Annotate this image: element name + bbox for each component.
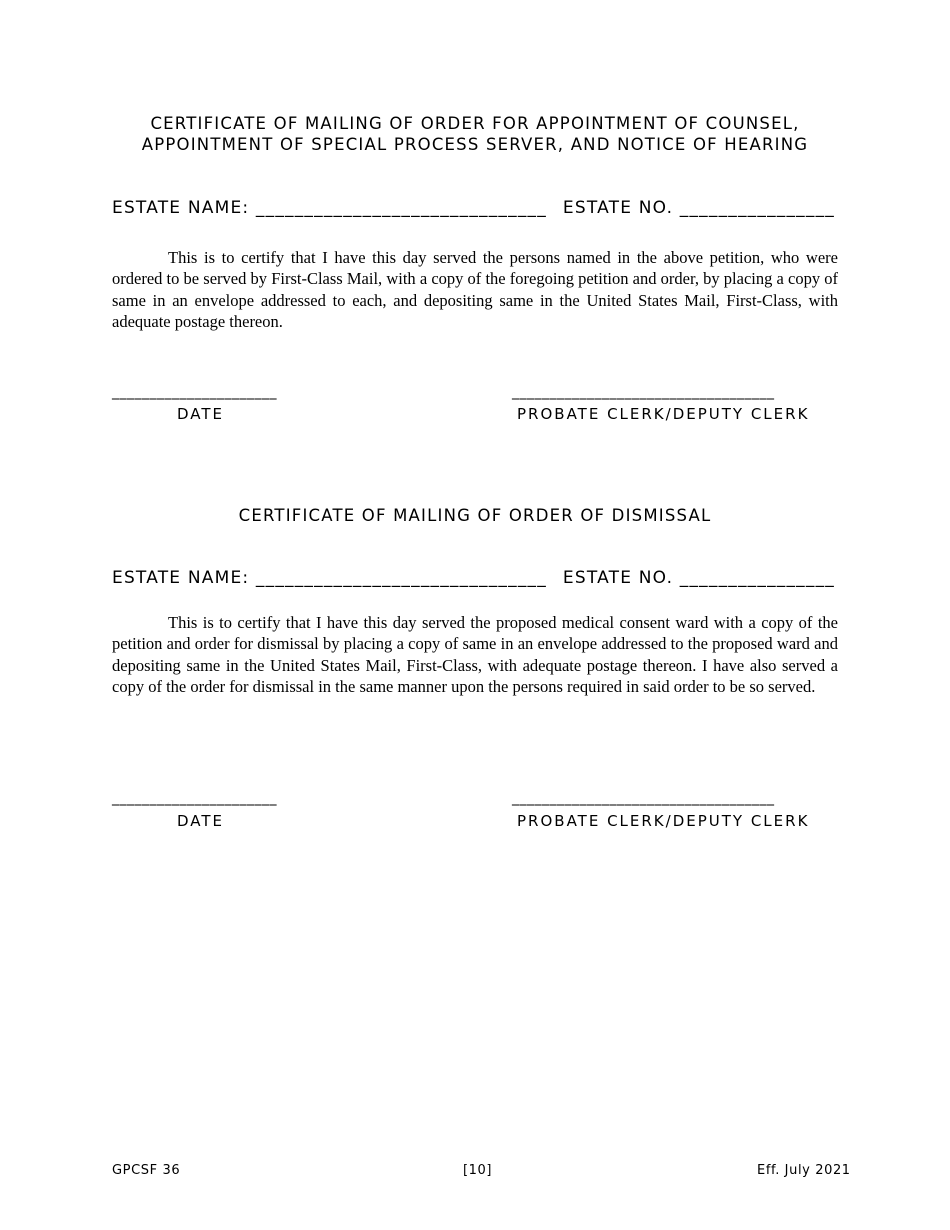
certificate2-estate-row	[112, 568, 835, 588]
certificate1-body	[112, 247, 838, 333]
certificate2-title	[112, 505, 838, 526]
certificate1-clerk-signature-line[interactable]: ___________________________________	[512, 384, 775, 400]
certificate2-date-label: DATE	[177, 812, 225, 830]
certificate2-estate-no-field[interactable]: ESTATE NO. ________________	[562, 568, 835, 588]
certificate1-title	[112, 113, 838, 155]
certificate2-body	[112, 612, 838, 698]
footer-effective-date: Eff. July 2021	[757, 1163, 851, 1178]
certificate1-title-line1: CERTIFICATE OF MAILING OF ORDER FOR APPOINTMENT OF COUNSEL,	[150, 114, 800, 133]
certificate1-title-line2: APPOINTMENT OF SPECIAL PROCESS SERVER, AND NOTICE OF HEARING	[141, 135, 809, 154]
certificate1-clerk-label: PROBATE CLERK/DEPUTY CLERK	[517, 405, 810, 423]
certificate2-clerk-signature-line[interactable]: ___________________________________	[512, 790, 775, 806]
certificate1-estate-name-field[interactable]: ESTATE NAME: ______________________________	[112, 198, 547, 218]
certificate1-date-label: DATE	[177, 405, 225, 423]
certificate2-title-line: CERTIFICATE OF MAILING OF ORDER OF DISMISSAL	[238, 506, 712, 525]
footer-form-id: GPCSF 36	[112, 1163, 181, 1178]
certificate1-estate-row	[112, 198, 835, 218]
certificate2-estate-name-field[interactable]: ESTATE NAME: ______________________________	[112, 568, 547, 588]
certificate1-estate-no-field[interactable]: ESTATE NO. ________________	[562, 198, 835, 218]
certificate1-body-paragraph: This is to certify that I have this day served the persons named in the above petition, who were ordered to be served by First-Class Mail, with a copy of the foregoing petition and order, by placing a copy of same in an envelope addressed to each, and depositing same in the United States Mail, First-Class, with adequate postage thereon.	[112, 248, 838, 332]
certificate2-body-paragraph: This is to certify that I have this day served the proposed medical consent ward with a copy of the petition and order for dismissal by placing a copy of same in an envelope addressed to the proposed ward and depositing same in the United States Mail, First-Class, with adequate postage thereon. I have also served a copy of the order for dismissal in the same manner upon the persons required in said order to be so served.	[112, 613, 838, 697]
certificate2-clerk-label: PROBATE CLERK/DEPUTY CLERK	[517, 812, 810, 830]
certificate1-date-signature-line[interactable]: ______________________	[112, 384, 277, 400]
footer-page-number: [10]	[463, 1163, 493, 1178]
certificate2-date-signature-line[interactable]: ______________________	[112, 790, 277, 806]
